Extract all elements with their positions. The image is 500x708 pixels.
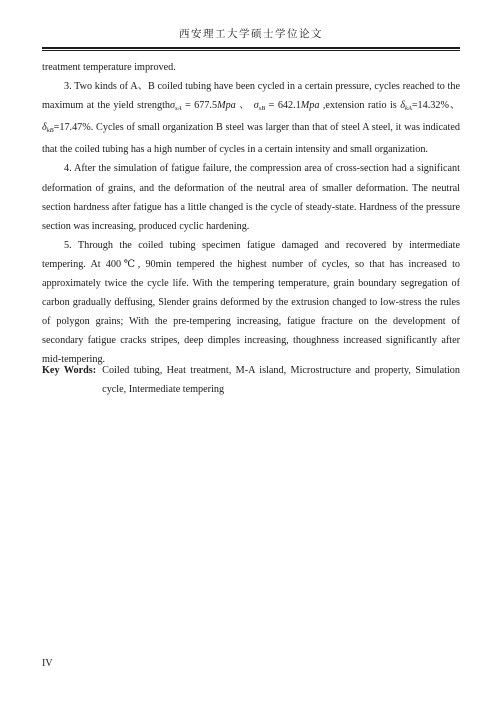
- delta-symbol: δ: [400, 100, 405, 112]
- paragraph-5: 5. Through the coiled tubing specimen fatigue damaged and recovered by intermediate tempering. At 400℃, 90min tempered the highest number of cycles, so that has increased to approximately twice the cycle life. With the tempering temperature, grain boundary segregation of carbon gradually deffusing, Slender grains deformed by the extrusion changed to low-stress the rules of polygon grains; With the pre-tempering increasing, fatigue fracture on the development of secondary fatigue cracks stripes, deep dimples increasing, thoughness increased significantly after mid-tempering.: [42, 239, 460, 366]
- subscript-kB: kB: [46, 127, 54, 135]
- running-header: 西安理工大学硕士学位论文: [179, 28, 323, 40]
- keywords-label: Key Words:: [42, 365, 97, 376]
- keywords-text: Coiled tubing, Heat treatment, M-A island, Microstructure and property, Simulation cycle, Intermediate tempering: [102, 365, 460, 396]
- p3-text-b: ,extension ratio is: [319, 100, 401, 112]
- yield-value-b: = 642.1: [265, 100, 301, 112]
- unit-mpa-a: Mpa: [217, 100, 236, 112]
- header-rule-thin: [42, 50, 460, 51]
- subscript-sA: sA: [175, 105, 182, 113]
- paragraph-3: [42, 77, 460, 159]
- page-number: IV: [42, 658, 53, 669]
- extension-value-a: =14.32%、: [411, 100, 461, 112]
- paragraph-4: 4. After the simulation of fatigue failure, the compression area of cross-section had a significant deformation of grains, and the deformation of the neutral area of smaller deformation. The neutral section hardness after fatigue has a little changed is the cycle of steady-state. Hardness of the pressure section was increasing, produced cyclic hardening.: [42, 163, 460, 232]
- delta-symbol: δ: [42, 122, 47, 134]
- paragraph-continuation: treatment temperature improved.: [42, 62, 176, 73]
- header-rule-thick: [42, 47, 460, 49]
- abstract-body: [42, 58, 460, 370]
- p3-text-a: 3. Two kinds of A、B coiled tubing have been cycled in a certain pressure, cycles reached to the maximum at the yield strength: [42, 81, 460, 112]
- sigma-symbol: σ: [253, 100, 259, 112]
- subscript-sB: sB: [258, 105, 266, 113]
- keywords-block: [42, 361, 460, 399]
- p3-text-c: Cycles of small organization B steel was larger than that of steel A steel, it was indicated that the coiled tubing has a high number of cycles in a certain intensity and small organization.: [42, 122, 460, 156]
- sigma-symbol: σ: [170, 100, 176, 112]
- subscript-kA: kA: [404, 105, 412, 113]
- separator: 、: [235, 100, 254, 112]
- yield-value-a: = 677.5: [181, 100, 218, 112]
- unit-mpa-b: Mpa: [300, 100, 320, 112]
- extension-value-b: =17.47%.: [53, 122, 94, 134]
